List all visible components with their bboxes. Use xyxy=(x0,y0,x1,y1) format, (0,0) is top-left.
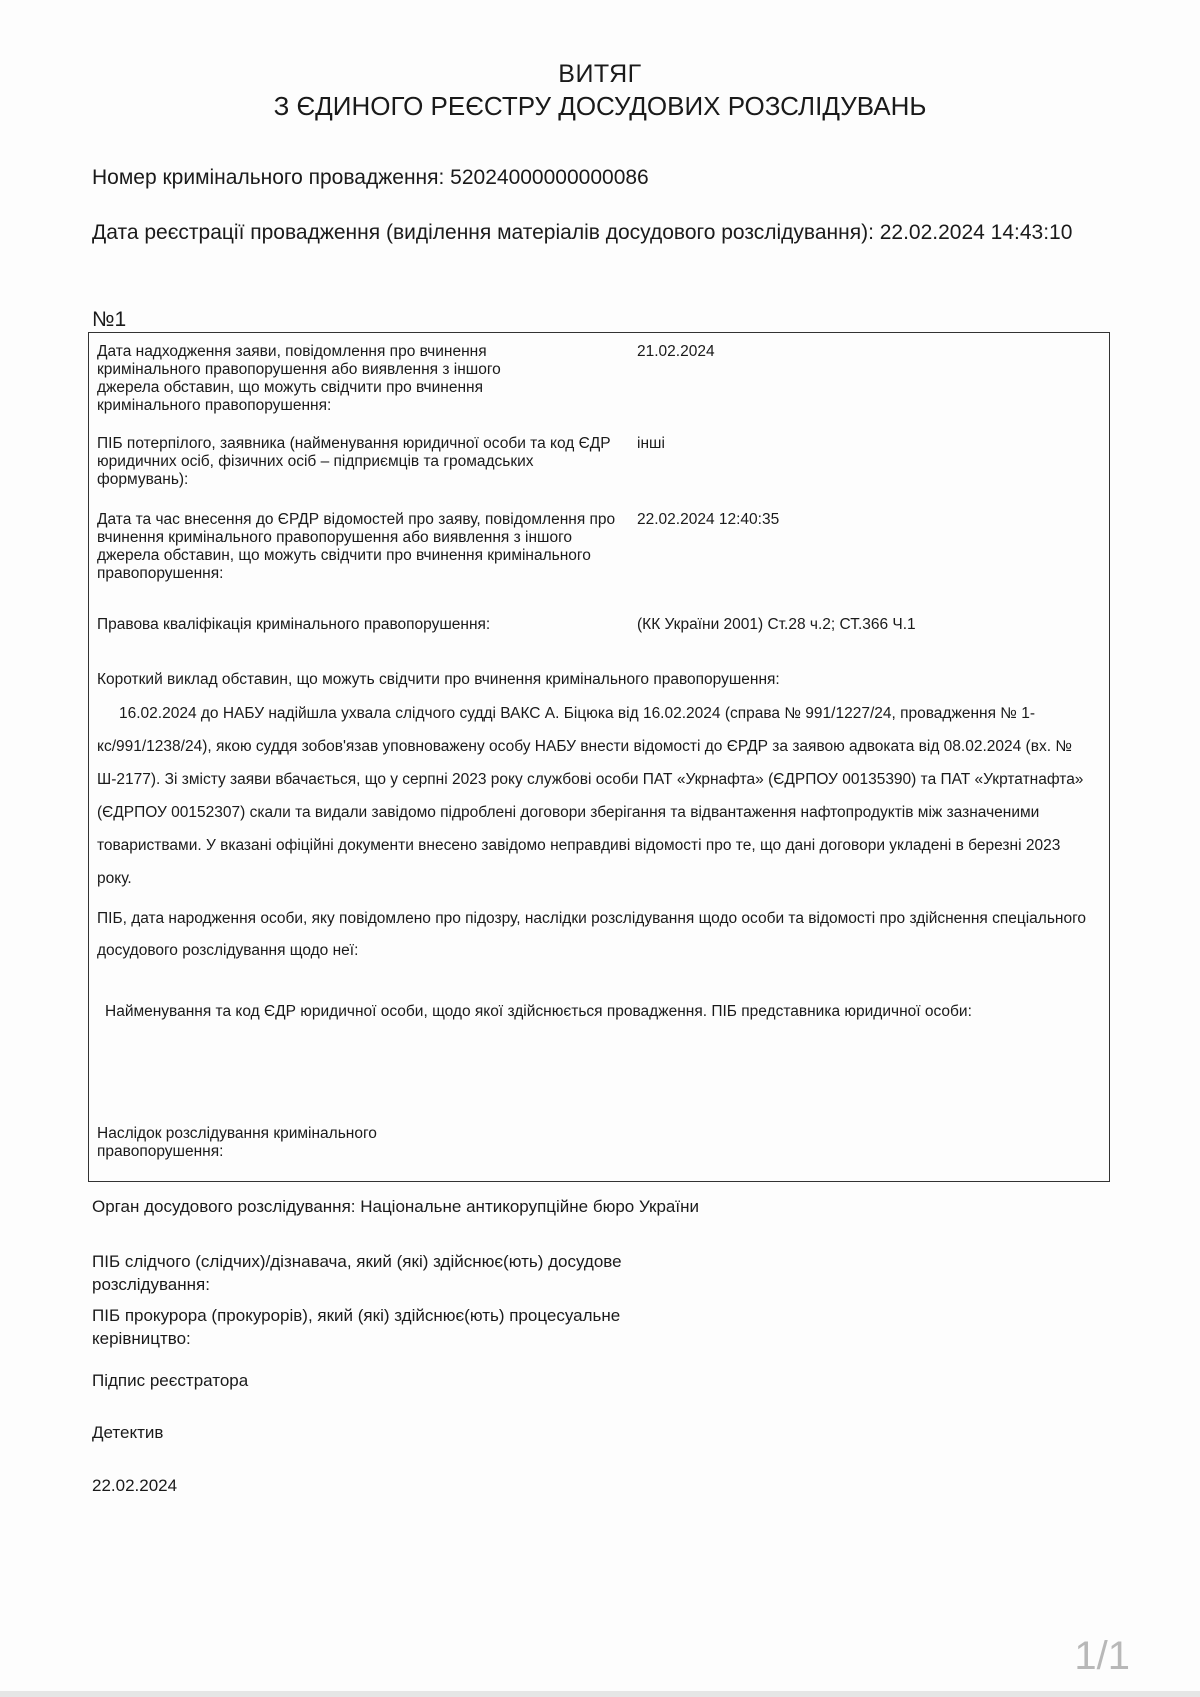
row-value: інші xyxy=(637,435,665,452)
summary-text: 16.02.2024 до НАБУ надійшла ухвала слідчого судді ВАКС А. Біцюка від 16.02.2024 (справа № 991/1227/24, провадження № 1-кс/991/1238/24), якою суддя зобов'язав уповноважену особу НАБУ внести відомості до ЄРДР за заявою адвоката від 08.02.2024 (вх. № Ш-2177). Зі змісту заяви вбачається, що у серпні 2023 року службові особи ПАТ «Укрнафта» (ЄДРПОУ 00135390) та ПАТ «Укртатнафта» (ЄДРПОУ 00152307) скали та видали завідомо підроблені договори зберігання та відвантаження нафтопродуктів між зазначеними товариствами. У вказані офіційні документи внесено завідомо неправдиві відомості про те, що дані договори укладені в березні 2023 року. xyxy=(97,705,1084,887)
investigation-result: Наслідок розслідування кримінального правопорушення: xyxy=(97,1125,377,1160)
summary-heading: Короткий виклад обставин, що можуть свідчити про вчинення кримінального правопорушення: xyxy=(97,671,780,688)
title-line-2: З ЄДИНОГО РЕЄСТРУ ДОСУДОВИХ РОЗСЛІДУВАНЬ xyxy=(273,91,927,121)
investigator-field: ПІБ слідчого (слідчих)/дізнавача, який (які) здійснює(ють) досудове розслідування: xyxy=(92,1252,622,1294)
registration-date: Дата реєстрації провадження (виділення матеріалів досудового розслідування): 22.02.2024 14:43:10 xyxy=(92,221,1073,244)
document-date: 22.02.2024 xyxy=(92,1476,178,1495)
page-bottom-edge xyxy=(0,1691,1200,1697)
register-entry-table xyxy=(88,332,1110,1182)
prosecutor-field: ПІБ прокурора (прокурорів), який (які) здійснює(ють) процесуальне керівництво: xyxy=(92,1306,621,1348)
suspect-info: ПІБ, дата народження особи, яку повідомлено про підозру, наслідки розслідування щодо особи та відомості про здійснення спеціального досудового розслідування щодо неї: xyxy=(97,910,1087,959)
row-label: Дата надходження заяви, повідомлення про вчинення кримінального правопорушення або виявлення з іншого джерела обставин, що можуть свідчити про вчинення кримінального правопорушення: xyxy=(97,343,501,414)
row-value: 21.02.2024 xyxy=(637,343,715,360)
row-label: ПІБ потерпілого, заявника (найменування юридичної особи та код ЄДР юридичних осіб, фізичних осіб – підприємців та громадських формувань): xyxy=(97,435,611,488)
legal-entity-info: Найменування та код ЄДР юридичної особи, щодо якої здійснюється провадження. ПІБ представника юридичної особи: xyxy=(105,1003,972,1020)
row-value: 22.02.2024 12:40:35 xyxy=(637,511,780,528)
registrar-signature: Підпис реєстратора xyxy=(92,1371,249,1390)
title-line-1: ВИТЯГ xyxy=(558,60,642,88)
row-label: Правова кваліфікація кримінального правопорушення: xyxy=(97,616,491,633)
document-title xyxy=(0,60,1200,122)
row-value: (КК України 2001) Ст.28 ч.2; СТ.366 Ч.1 xyxy=(637,616,916,633)
entry-number: №1 xyxy=(92,308,127,331)
investigation-authority: Орган досудового розслідування: Національне антикорупційне бюро України xyxy=(92,1197,699,1216)
registrar-position: Детектив xyxy=(92,1423,164,1442)
row-label: Дата та час внесення до ЄРДР відомостей про заяву, повідомлення про вчинення кримінального правопорушення або виявлення з іншого джерела обставин, що можуть свідчити про вчинення кримінального правопорушення: xyxy=(97,511,616,582)
case-number: Номер кримінального провадження: 52024000000000086 xyxy=(92,166,649,189)
page-indicator: 1/1 xyxy=(1074,1634,1130,1678)
